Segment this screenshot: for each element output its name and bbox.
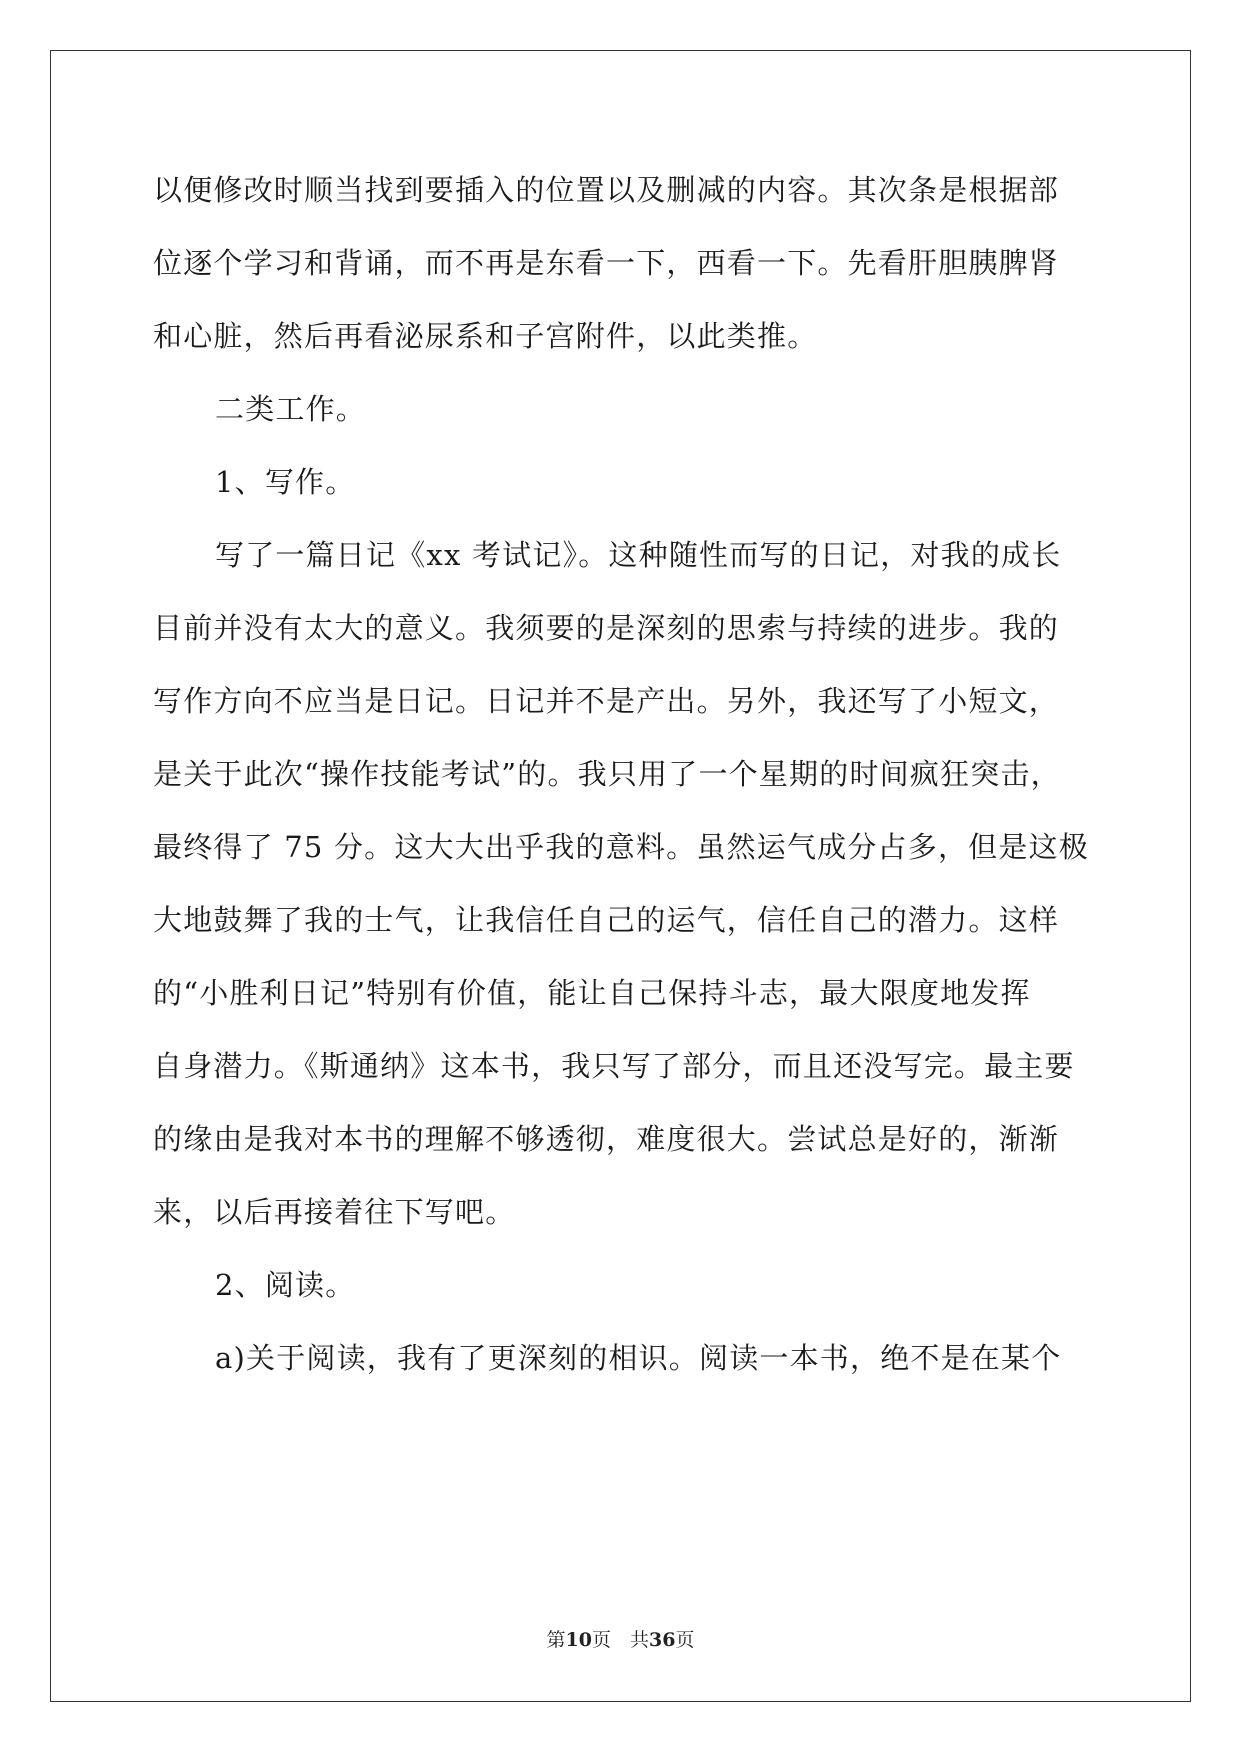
text-line: 是关于此次“操作技能考试”的。我只用了一个星期的时间疯狂突击， — [153, 757, 1061, 791]
footer-prefix: 第 — [546, 1629, 566, 1651]
text-line: 的缘由是我对本书的理解不够透彻，难度很大。尝试总是好的，渐渐 — [153, 1122, 1060, 1156]
text-line: 目前并没有太大的意义。我须要的是深刻的思索与持续的进步。我的 — [153, 611, 1060, 645]
section-heading: 二类工作。 — [215, 392, 367, 426]
total-page-count: 36 — [649, 1629, 676, 1651]
footer-middle: 页 共 — [591, 1629, 649, 1651]
subsection-heading: 2、阅读。 — [215, 1268, 356, 1302]
text-line: 写作方向不应当是日记。日记并不是产出。另外，我还写了小短文， — [153, 684, 1060, 718]
text-line: 以便修改时顺当找到要插入的位置以及删减的内容。其次条是根据部 — [153, 173, 1060, 207]
page-border — [50, 50, 1191, 1702]
text-line: 自身潜力。《斯通纳》这本书，我只写了部分，而且还没写完。最主要 — [153, 1049, 1075, 1083]
page-footer — [0, 1628, 1241, 1652]
current-page-number: 10 — [565, 1629, 592, 1651]
text-line: 和心脏，然后再看泌尿系和子宫附件，以此类推。 — [153, 319, 818, 353]
text-line: 最终得了 75 分。这大大出乎我的意料。虽然运气成分占多，但是这极 — [153, 830, 1089, 864]
text-line: 大地鼓舞了我的士气，让我信任自己的运气，信任自己的潜力。这样 — [153, 903, 1060, 937]
text-line: 位逐个学习和背诵，而不再是东看一下，西看一下。先看肝胆胰脾肾 — [153, 246, 1060, 280]
text-line: 写了一篇日记《xx 考试记》。这种随性而写的日记，对我的成长 — [215, 538, 1062, 572]
subsection-heading: 1、写作。 — [215, 465, 356, 499]
text-line: 的“小胜利日记”特别有价值，能让自己保持斗志，最大限度地发挥 — [153, 976, 1031, 1010]
text-line: 来，以后再接着往下写吧。 — [153, 1195, 516, 1229]
footer-suffix: 页 — [675, 1629, 695, 1651]
text-line: a)关于阅读，我有了更深刻的相识。阅读一本书，绝不是在某个 — [215, 1341, 1062, 1375]
